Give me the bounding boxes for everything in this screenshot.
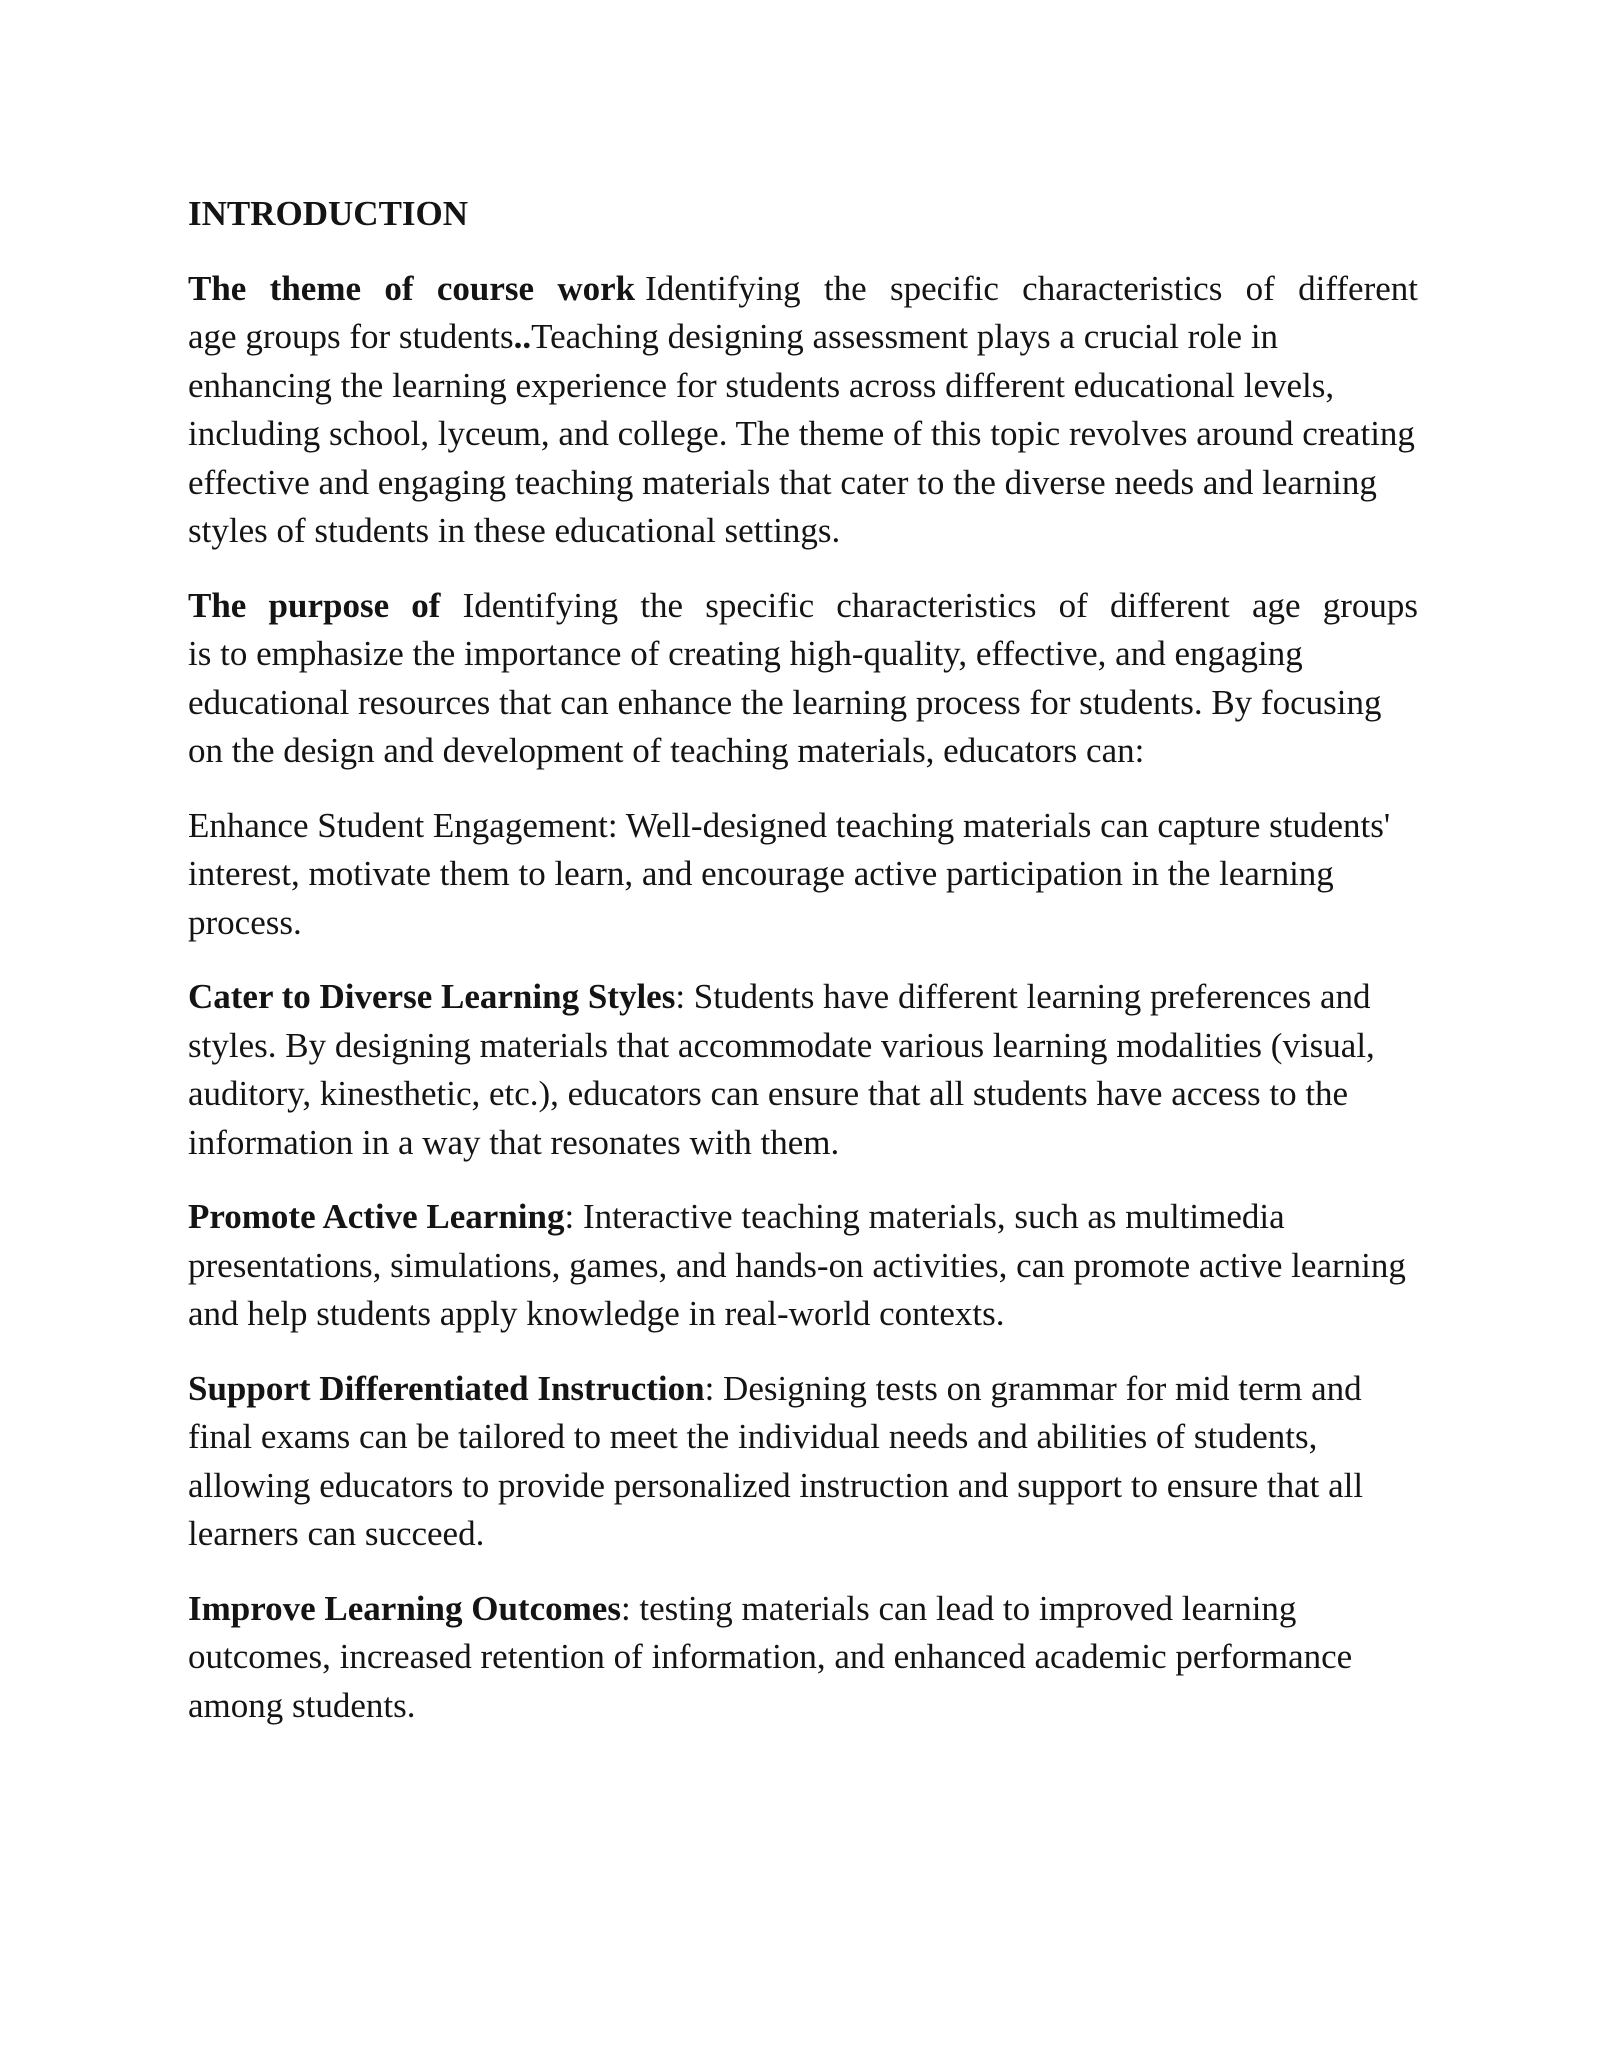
purpose-body-text: is to emphasize the importance of creating high-quality, effective, and engaging educational resources that can enhance the learning process for students. By focusing on the design and development of teaching materials, educators can:	[188, 634, 1382, 770]
list-item	[188, 1365, 1418, 1559]
theme-lead: The theme of course work	[188, 268, 636, 308]
list-item	[188, 973, 1418, 1167]
theme-second-line-start: age groups for students	[188, 317, 514, 356]
purpose-first-line-text: Identifying the specific characteristics of different age groups	[462, 585, 1418, 625]
item-title: Support Differentiated Instruction	[188, 1368, 705, 1408]
item-text: : Interactive teaching materials, such as multimedia presentations, simulations, games, and hands-on activities, can promote active learning and help students apply knowledge in real-world contexts.	[188, 1197, 1406, 1333]
item-text: : Designing tests on grammar for mid term and final exams can be tailored to meet the individual needs and abilities of students, allowing educators to provide personalized instruction and support to ensure that all learners can succeed.	[188, 1368, 1364, 1553]
theme-bold-dots: ..	[513, 317, 532, 356]
theme-body-text: Teaching designing assessment plays a crucial role in enhancing the learning experience for students across different educational levels, including school, lyceum, and college. The theme of this topic revolves around creating effective and engaging teaching materials that cater to the diverse needs and learning styles of students in these educational settings.	[188, 317, 1415, 550]
list-item	[188, 1193, 1418, 1339]
theme-paragraph	[188, 265, 1418, 556]
engagement-paragraph: Enhance Student Engagement: Well-designed teaching materials can capture students' interest, motivate them to learn, and encourage active participation in the learning process.	[188, 805, 1391, 942]
item-text: : testing materials can lead to improved learning outcomes, increased retention of information, and enhanced academic performance among students.	[188, 1588, 1353, 1725]
page-heading: INTRODUCTION	[188, 194, 469, 233]
theme-first-line	[188, 265, 1418, 314]
purpose-first-line	[188, 582, 1418, 631]
list-item	[188, 1585, 1418, 1731]
purpose-lead: The purpose of	[188, 585, 441, 625]
item-text: : Students have different learning preferences and styles. By designing materials that accommodate various learning modalities (visual, auditory, kinesthetic, etc.), educators can ensure that all students have access to the information in a way that resonates with them.	[188, 977, 1375, 1162]
item-title: Cater to Diverse Learning Styles	[188, 977, 676, 1016]
item-title: Improve Learning Outcomes	[188, 1588, 621, 1628]
theme-first-line-text: Identifying the specific characteristics of different	[645, 268, 1418, 308]
document-page	[188, 180, 1418, 1756]
item-title: Promote Active Learning	[188, 1197, 565, 1236]
purpose-paragraph	[188, 582, 1418, 776]
